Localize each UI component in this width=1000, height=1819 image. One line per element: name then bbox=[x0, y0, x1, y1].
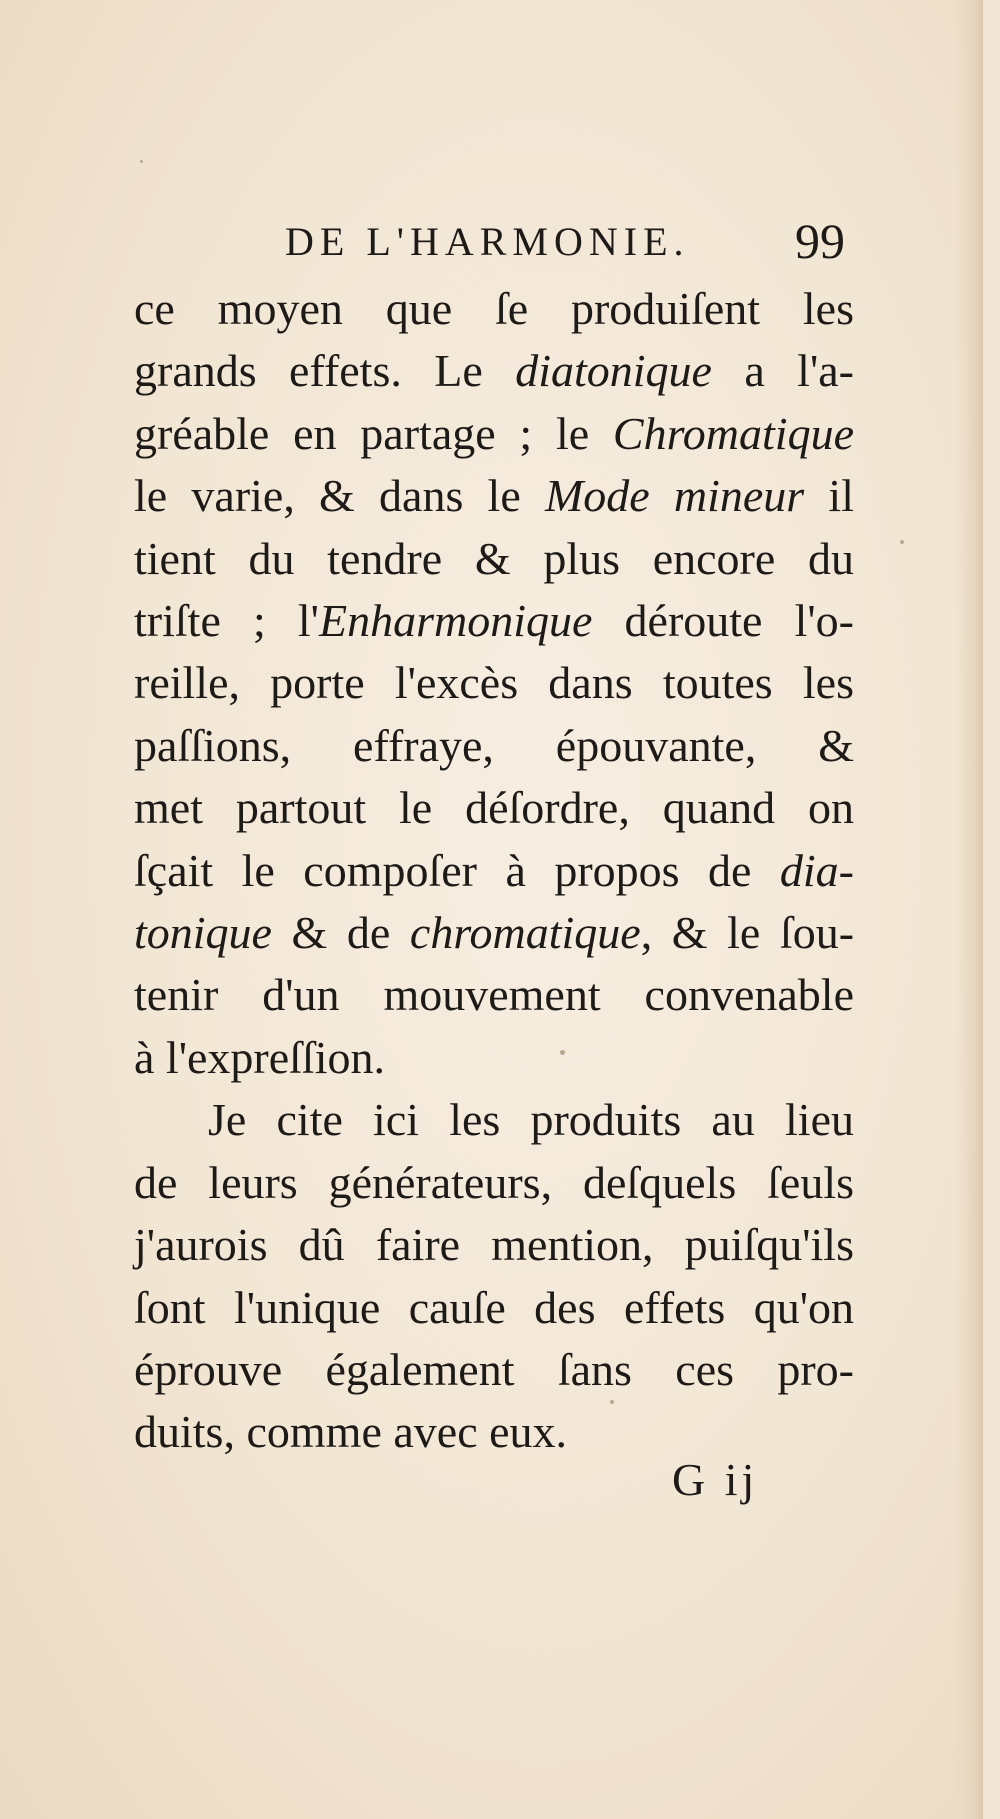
text-line bbox=[134, 840, 854, 902]
body-text bbox=[134, 278, 854, 1464]
text-line bbox=[134, 902, 854, 964]
page-number: 99 bbox=[795, 213, 845, 269]
italic-term: Chromatique bbox=[612, 407, 854, 459]
italic-term: tonique bbox=[134, 907, 272, 959]
running-head: DE L'HARMONIE. bbox=[285, 219, 690, 264]
text-line bbox=[134, 1277, 854, 1339]
text-run: il bbox=[804, 470, 854, 522]
text-run: met partout le déſordre, quand on bbox=[134, 782, 854, 834]
text-run: , & le ſou- bbox=[640, 907, 855, 959]
text-line bbox=[134, 590, 854, 652]
text-line bbox=[134, 528, 854, 590]
text-line bbox=[134, 964, 854, 1026]
text-run: le varie, & dans le bbox=[134, 470, 545, 522]
text-line bbox=[134, 1339, 854, 1401]
italic-term: chromatique bbox=[409, 907, 641, 959]
text-run: à l'expreſſion. bbox=[134, 1031, 385, 1083]
text-run: ſçait le compoſer à propos de bbox=[134, 844, 780, 896]
text-run: duits, comme avec eux. bbox=[134, 1406, 568, 1458]
text-line bbox=[134, 1152, 854, 1214]
italic-term: dia- bbox=[779, 844, 854, 896]
text-run: ce moyen que ſe produiſent les bbox=[134, 283, 854, 334]
text-run: grands effets. Le bbox=[134, 345, 516, 397]
paper-speck bbox=[140, 160, 143, 163]
text-run: triſte ; l' bbox=[134, 595, 319, 647]
text-run: paſſions, effraye, épouvante, & bbox=[134, 719, 854, 771]
text-line bbox=[134, 777, 854, 839]
page-header bbox=[285, 213, 845, 269]
text-run: j'aurois dû faire mention, puiſqu'ils bbox=[134, 1219, 854, 1271]
page-edge-shadow bbox=[955, 0, 983, 1819]
text-line bbox=[134, 340, 854, 402]
text-run: éprouve également ſans ces pro- bbox=[134, 1343, 854, 1395]
paper-speck bbox=[560, 1050, 565, 1055]
text-line bbox=[134, 652, 854, 714]
text-run: & de bbox=[271, 907, 410, 959]
text-run: reille, porte l'excès dans toutes les bbox=[134, 657, 854, 709]
text-line bbox=[134, 1027, 854, 1089]
text-run: de leurs générateurs, deſquels ſeuls bbox=[134, 1156, 854, 1208]
text-line bbox=[134, 715, 854, 777]
text-line bbox=[134, 1089, 854, 1151]
text-run: a l'a- bbox=[711, 345, 854, 397]
signature-mark: G ij bbox=[672, 1454, 759, 1505]
text-line bbox=[134, 465, 854, 527]
paper-speck bbox=[900, 540, 904, 544]
text-run: Je cite ici les produits au lieu bbox=[208, 1094, 854, 1146]
text-run: gréable en partage ; le bbox=[134, 407, 613, 459]
text-line bbox=[134, 1214, 854, 1276]
text-line bbox=[134, 278, 854, 340]
text-run: ſont l'unique cauſe des effets qu'on bbox=[134, 1281, 854, 1333]
italic-term: Enharmonique bbox=[318, 595, 593, 647]
italic-term: diatonique bbox=[515, 345, 712, 397]
text-line bbox=[134, 403, 854, 465]
italic-term: Mode mineur bbox=[544, 470, 805, 522]
text-run: déroute l'o- bbox=[592, 595, 854, 647]
text-run: tient du tendre & plus encore du bbox=[134, 532, 854, 584]
text-run: tenir d'un mouvement convenable bbox=[134, 969, 854, 1021]
paper-speck bbox=[610, 1400, 614, 1404]
